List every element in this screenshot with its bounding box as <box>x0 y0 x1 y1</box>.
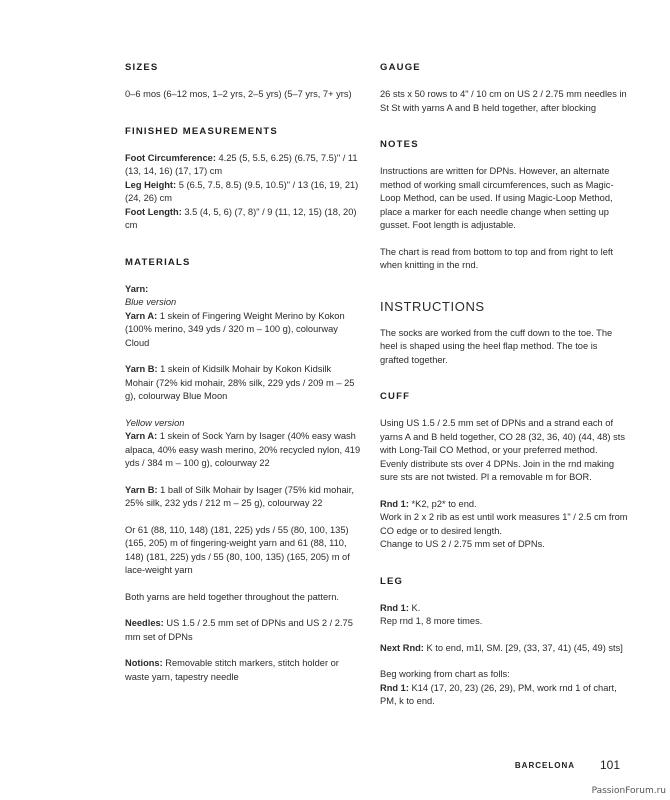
leg-height-label: Leg Height: <box>125 179 177 190</box>
page-footer <box>0 758 670 774</box>
notions-text: Removable stitch markers, stitch holder or waste yarn, tapestry needle <box>125 658 339 682</box>
leg-chart-start <box>380 668 628 709</box>
foot-circumference-label: Foot Circumference: <box>125 152 216 163</box>
cuff-heading: CUFF <box>380 391 411 402</box>
materials-heading: MATERIALS <box>125 256 191 268</box>
finished-measurements-text <box>125 152 361 233</box>
notes-paragraph-1: Instructions are written for DPNs. However, an alternate method of working small circumferences, such as Magic-Loop Method, can be used. If using Magic-Loop Method, place a marker for each needle change when setting up gusset. Foot length is adjustable. <box>380 166 614 230</box>
gauge-heading: GAUGE <box>380 62 421 73</box>
leg-rnd-1 <box>380 602 628 629</box>
left-column <box>125 62 361 697</box>
yellow-yarn-a-text: 1 skein of Sock Yarn by Isager (40% easy wash alpaca, 40% easy wash merino, 20% recycled nylon, 419 yds / 384 m – 100 g), colourway 22 <box>125 431 361 468</box>
notions-label: Notions: <box>125 658 163 668</box>
blue-yarn-b-label: Yarn B: <box>125 364 158 374</box>
leg-heading: LEG <box>380 575 404 587</box>
notions <box>125 657 361 684</box>
foot-length-label: Foot Length: <box>125 206 182 217</box>
leg-rnd-1-label: Rnd 1: <box>380 602 409 613</box>
leg-next-rnd-label: Next Rnd: <box>380 642 424 653</box>
right-column <box>380 62 628 709</box>
yellow-yarn-b-label: Yarn B: <box>125 484 158 495</box>
finished-measurements-heading: FINISHED MEASUREMENTS <box>125 125 278 137</box>
blue-yarn-b <box>125 363 361 404</box>
notes-heading: NOTES <box>380 139 419 150</box>
yellow-yarn-b <box>125 484 361 511</box>
cuff-paragraph: Using US 1.5 / 2.5 mm set of DPNs and a strand each of yarns A and B held together, CO 28 (32, 36, 40) (44, 48) sts with Long-Tail CO Method, or your preferred method. Evenly distribute sts over 4 DPNs. Join in the rnd making sure sts are not twisted. Pl a removable m for BOR. <box>380 418 625 482</box>
cuff-needle-change: Change to US 2 / 2.75 mm set of DPNs. <box>380 539 545 549</box>
blue-yarn-b-text: 1 skein of Kidsilk Mohair by Kokon Kidsilk Mohair (72% kid mohair, 28% silk, 229 yds / 209 m – 25 g), colourway Blue Moon <box>125 364 355 401</box>
foot-length-value: 3.5 (4, 5, 6) (7, 8)" / 9 (11, 12, 15) (18, 20) cm <box>125 206 357 230</box>
leg-rnd-1-text: K. <box>408 602 421 613</box>
page-number: 101 <box>599 758 620 772</box>
gauge-text: 26 sts x 50 rows to 4" / 10 cm on US 2 / 2.75 mm needles in St St with yarns A and B held together, after blocking <box>380 89 627 113</box>
cuff-rnd-1 <box>380 498 628 552</box>
cuff-rnd-1-text: *K2, p2* to end. <box>408 498 477 509</box>
leg-next-rnd-text: K to end, m1l, SM. [29, (33, 37, 41) (45, 49) sts] <box>423 642 623 653</box>
yellow-yarn-a <box>125 417 361 471</box>
watermark-text: PassionForum.ru <box>591 786 666 796</box>
notes-paragraph-2: The chart is read from bottom to top and from right to left when knitting in the rnd. <box>380 246 614 270</box>
yellow-yarn-b-text: 1 ball of Silk Mohair by Isager (75% kid mohair, 25% silk, 232 yds / 212 m – 25 g), colourway 22 <box>125 484 354 508</box>
leg-height-value: 5 (6.5, 7.5, 8.5) (9.5, 10.5)" / 13 (16, 19, 21) (24, 26) cm <box>125 179 359 203</box>
instructions-heading: INSTRUCTIONS <box>380 298 485 314</box>
leg-next-rnd <box>380 642 628 656</box>
instructions-text: The socks are worked from the cuff down to the toe. The heel is shaped using the heel flap method. The toe is grafted together. <box>380 327 613 365</box>
cuff-rib-instruction: Work in 2 x 2 rib as est until work measures 1" / 2.5 cm from CO edge or to desired length. <box>380 512 628 536</box>
both-yarns-text: Both yarns are held together throughout the pattern. <box>125 591 339 602</box>
needles-label: Needles: <box>125 618 164 628</box>
leg-chart-rnd-1-text: K14 (17, 20, 23) (26, 29), PM, work rnd 1 of chart, PM, k to end. <box>380 682 617 706</box>
sizes-heading: SIZES <box>125 62 159 73</box>
blue-version-label: Blue version <box>125 297 177 307</box>
yarn-label: Yarn: <box>125 283 149 294</box>
blue-yarn-a <box>125 283 361 351</box>
yellow-version-label: Yellow version <box>125 417 185 428</box>
leg-repeat-text: Rep rnd 1, 8 more times. <box>380 616 483 626</box>
blue-yarn-a-text: 1 skein of Fingering Weight Merino by Kokon (100% merino, 349 yds / 320 m – 100 g), colourway Cloud <box>125 310 345 348</box>
needles <box>125 617 361 644</box>
pattern-name-footer: BARCELONA <box>514 761 575 770</box>
needles-text: US 1.5 / 2.5 mm set of DPNs and US 2 / 2.75 mm set of DPNs <box>125 618 353 642</box>
foot-circumference-value: 4.25 (5, 5.5, 6.25) (6.75, 7.5)" / 11 (13, 14, 16) (17, 17) cm <box>125 152 358 176</box>
leg-chart-intro: Beg working from chart as folls: <box>380 669 510 679</box>
yellow-yarn-a-label: Yarn A: <box>125 431 158 441</box>
sizes-text: 0–6 mos (6–12 mos, 1–2 yrs, 2–5 yrs) (5–7 yrs, 7+ yrs) <box>125 89 352 99</box>
leg-chart-rnd-1-label: Rnd 1: <box>380 682 409 693</box>
alternative-yarn-text: Or 61 (88, 110, 148) (181, 225) yds / 55 (80, 100, 135) (165, 205) m of fingering-weight yarn and 61 (88, 110, 148) (181, 225) yds / 55 (80, 100, 135) (165, 205) m of lace-weight yarn <box>125 524 350 575</box>
cuff-rnd-1-label: Rnd 1: <box>380 498 409 509</box>
blue-yarn-a-label: Yarn A: <box>125 310 158 321</box>
